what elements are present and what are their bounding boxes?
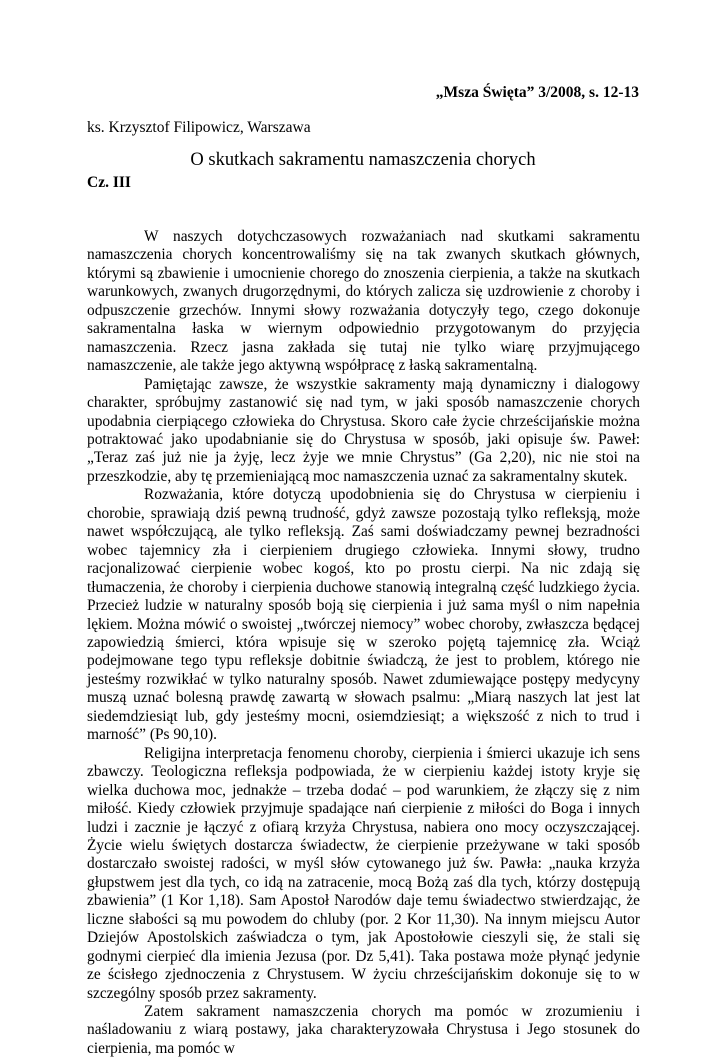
author-line: ks. Krzysztof Filipowicz, Warszawa	[87, 119, 311, 136]
part-label: Cz. III	[87, 174, 131, 191]
paragraph: W naszych dotychczasowych rozważaniach nad skutkami sakramentu namaszczenia chorych koncentrowaliśmy się na tak zwanych skutkach głównych, którymi są zbawienie i umocnienie chorego do znoszenia cierpienia, a także na skutkach warunkowych, zwanych drugorzędnymi, do których zalicza się uzdrowienie z choroby i odpuszczenie grzechów. Innymi słowy rozważania dotyczyły tego, czego dokonuje sakramentalna łaska w wiernym odpowiednio przygotowanym do przyjęcia namaszczenia. Rzecz jasna zakłada się tutaj nie tylko wiarę przyjmującego namaszczenie, ale także jego aktywną współpracę z łaską sakramentalną.	[87, 228, 640, 375]
paragraph: Zatem sakrament namaszczenia chorych ma pomóc w zrozumieniu i naśladowaniu z wiarą postawy, jaka charakteryzowała Chrystusa i Jego stosunek do cierpienia, ma pomóc w	[87, 1003, 640, 1057]
source-citation: „Msza Święta” 3/2008, s. 12-13	[435, 84, 639, 101]
paragraph: Rozważania, które dotyczą upodobnienia się do Chrystusa w cierpieniu i chorobie, sprawiają dziś pewną trudność, gdyż zawsze pozostają tylko refleksją, może nawet współczującą, ale tylko refleksją. Zaś sami doświadczamy pewnej bezradności wobec tajemnicy zła i cierpieniem drugiego człowieka. Innymi słowy, trudno racjonalizować cierpienie wobec kogoś, kto po prostu cierpi. Na nic zdają się tłumaczenia, że choroby i cierpienia duchowe stanowią integralną część ludzkiego życia. Przecież ludzie w naturalny sposób boją się cierpienia i już sama myśl o nim napełnia lękiem. Można mówić o swoistej „twórczej niemocy” wobec choroby, zwłaszcza będącej zapowiedzią śmierci, która wpisuje się w szeroko pojętą tajemnicę zła. Wciąż podejmowane tego typu refleksje dobitnie świadczą, że jest to problem, którego nie jesteśmy rozwikłać w tylko naturalny sposób. Nawet zdumiewające postępy medycyny muszą uznać bolesną prawdę zawartą w słowach psalmu: „Miarą naszych lat jest lat siedemdziesiąt lub, gdy jesteśmy mocni, osiemdziesiąt; a większość z nich to trud i marność” (Ps 90,10).	[87, 486, 640, 744]
article-body	[87, 228, 640, 1058]
article-title: O skutkach sakramentu namaszczenia chorych	[190, 150, 536, 170]
paragraph: Pamiętając zawsze, że wszystkie sakramenty mają dynamiczny i dialogowy charakter, spróbujmy zastanowić się nad tym, w jaki sposób namaszczenie chorych upodabnia cierpiącego człowieka do Chrystusa. Skoro całe życie chrześcijańskie można potraktować jako upodabnianie się do Chrystusa w sposób, jaki opisuje św. Paweł: „Teraz zaś już nie ja żyję, lecz żyje we mnie Chrystus” (Ga 2,20), nic nie stoi na przeszkodzie, aby tę przemieniającą moc namaszczenia uznać za sakramentalny skutek.	[87, 375, 640, 485]
paragraph: Religijna interpretacja fenomenu choroby, cierpienia i śmierci ukazuje ich sens zbawczy. Teologiczna refleksja podpowiada, że w cierpieniu każdej istoty kryje się wielka duchowa moc, jednakże – trzeba dodać – pod warunkiem, że złączy się z nim miłość. Kiedy człowiek przyjmuje spadające nań cierpienie z miłości do Boga i innych ludzi i zacznie je łączyć z ofiarą krzyża Chrystusa, nabiera ono mocy oczyszczającej. Życie wielu świętych dostarcza świadectw, że cierpienie przeżywane w taki sposób dostarczało swoistej radości, w myśl słów cytowanego już św. Pawła: „nauka krzyża głupstwem jest dla tych, co idą na zatracenie, mocą Bożą zaś dla tych, którzy dostępują zbawienia” (1 Kor 1,18). Sam Apostoł Narodów daje temu świadectwo stwierdzając, że liczne słabości są mu powodem do chluby (por. 2 Kor 11,30). Na innym miejscu Autor Dziejów Apostolskich zaświadcza o tym, jak Apostołowie cieszyli się, że stali się godnymi cierpieć dla imienia Jezusa (por. Dz 5,41). Taka postawa może płynąć jedynie ze ścisłego zjednoczenia z Chrystusem. W życiu chrześcijańskim dokonuje się to w szczególny sposób przez sakramenty.	[87, 744, 640, 1002]
